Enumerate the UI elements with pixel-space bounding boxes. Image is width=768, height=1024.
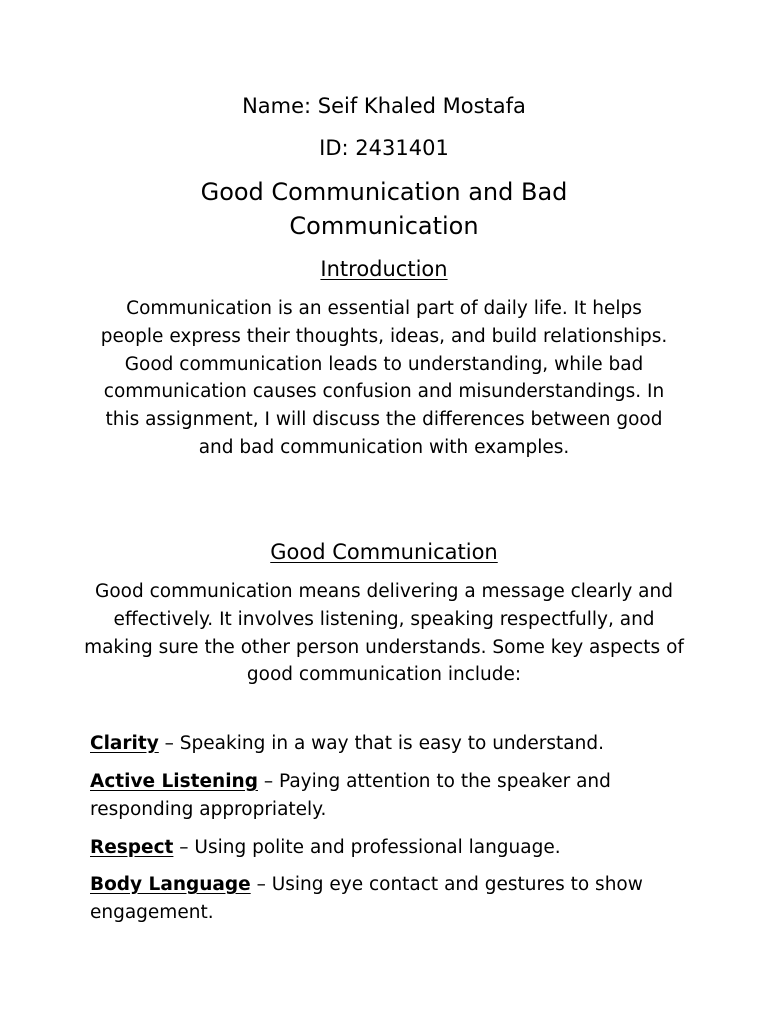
aspect-description: – Speaking in a way that is easy to understand. xyxy=(158,733,604,754)
aspect-term: Body Language xyxy=(90,874,251,895)
student-name: Name: Seif Khaled Mostafa xyxy=(242,94,526,118)
good-communication-paragraph: Good communication means delivering a message clearly and effectively. It involves listening, speaking respectfully, and making sure the other person understands. Some key aspects of good communication include: xyxy=(84,581,684,686)
document-title: Good Communication and Bad Communication xyxy=(200,178,568,240)
aspect-respect xyxy=(90,834,680,862)
introduction-heading: Introduction xyxy=(320,257,448,281)
student-id: ID: 2431401 xyxy=(319,136,449,160)
aspect-clarity xyxy=(90,730,680,758)
aspect-term: Clarity xyxy=(90,733,159,754)
aspect-description: – Using eye contact and gestures to show engagement. xyxy=(90,874,643,923)
aspect-description: – Using polite and professional language. xyxy=(173,837,561,858)
aspect-term: Respect xyxy=(90,837,174,858)
aspect-term: Active Listening xyxy=(90,771,258,792)
good-communication-heading: Good Communication xyxy=(270,540,498,564)
aspect-body-language xyxy=(90,871,680,927)
aspect-active-listening xyxy=(90,768,680,824)
introduction-paragraph: Communication is an essential part of daily life. It helps people express their thoughts, ideas, and build relationships. Good communication leads to understanding, while bad communication causes confusion and misunderstandings. In this assignment, I will discuss the differences between good and bad communication with examples. xyxy=(100,298,668,458)
aspect-description: – Paying attention to the speaker and responding appropriately. xyxy=(90,771,611,820)
